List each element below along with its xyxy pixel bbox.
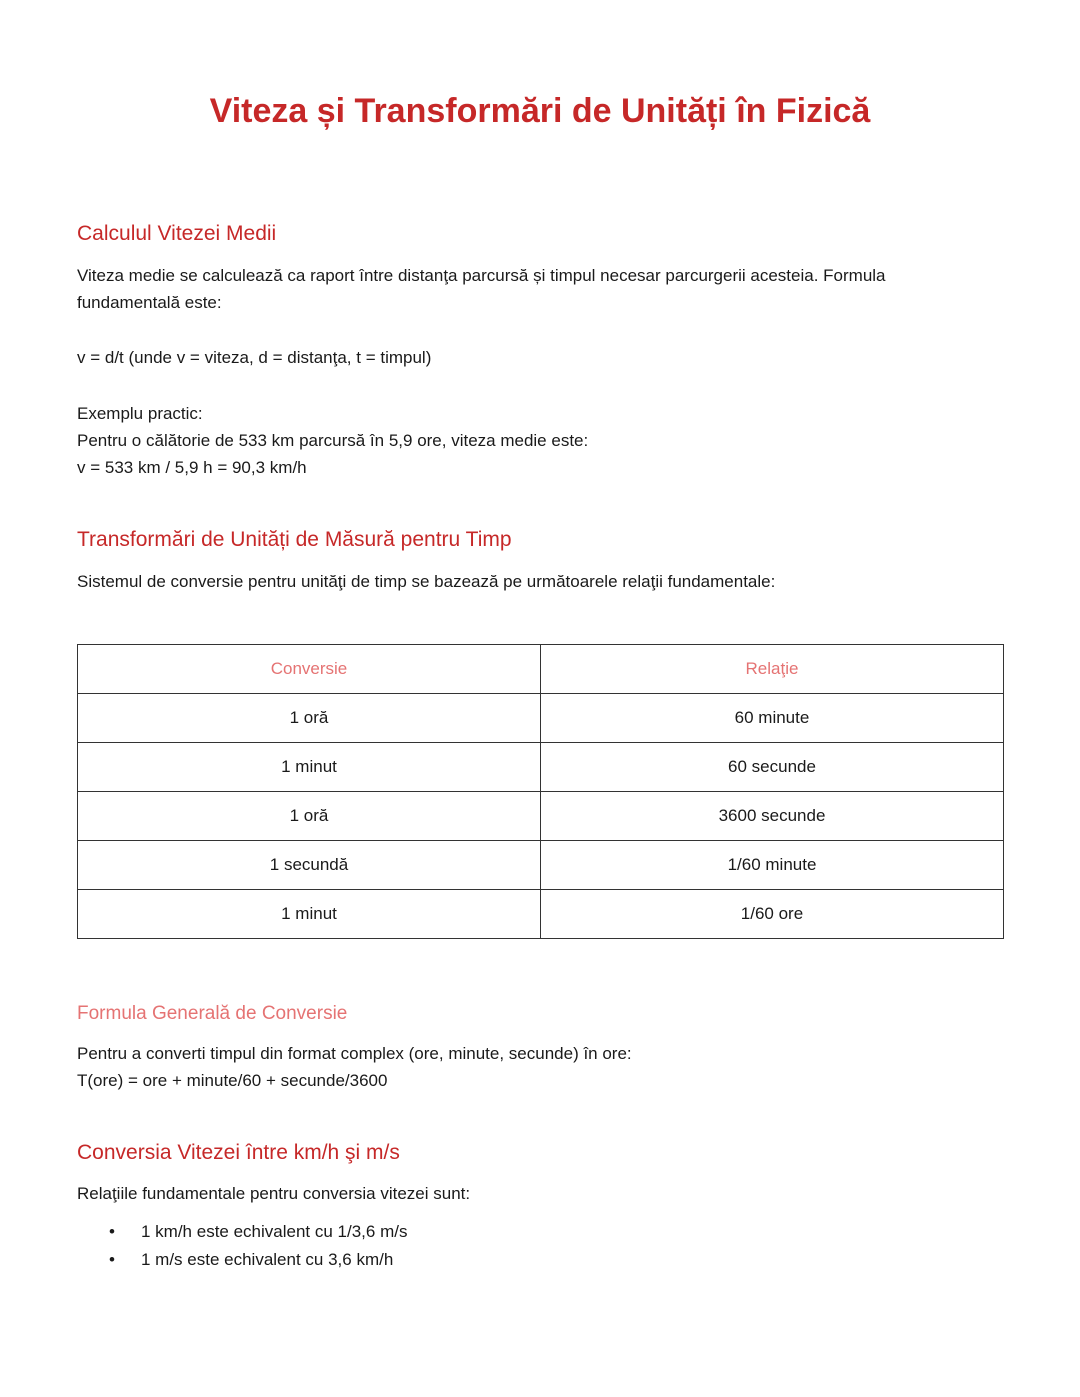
- table-header-cell: Conversie: [78, 645, 541, 694]
- section-viteza-medie-intro: [77, 262, 977, 316]
- table-cell: 1 oră: [78, 694, 541, 743]
- table-cell: 3600 secunde: [541, 792, 1004, 841]
- table-cell: 1 minut: [78, 890, 541, 939]
- table-cell: 1/60 ore: [541, 890, 1004, 939]
- bullet-list: [77, 1218, 407, 1274]
- formula-viteza: [77, 344, 977, 371]
- table-cell: 1 secundă: [78, 841, 541, 890]
- intro-text: Relaţiile fundamentale pentru conversia vitezei sunt:: [77, 1184, 471, 1203]
- bullet-icon: •: [109, 1250, 115, 1269]
- list-item: [77, 1246, 407, 1274]
- table-row: [78, 792, 1004, 841]
- table-row: [78, 743, 1004, 792]
- table-row: [78, 890, 1004, 939]
- table-cell: 1/60 minute: [541, 841, 1004, 890]
- formula-generala-line-1: Pentru a converti timpul din format complex (ore, minute, secunde) în ore:: [77, 1044, 632, 1063]
- conversion-table: [77, 644, 1004, 939]
- list-item-text: 1 km/h este echivalent cu 1/3,6 m/s: [141, 1222, 408, 1241]
- table-row: [78, 841, 1004, 890]
- list-item: [77, 1218, 407, 1246]
- table-row: [78, 694, 1004, 743]
- example-line-2: v = 533 km / 5,9 h = 90,3 km/h: [77, 458, 307, 477]
- section-heading-transformari-timp: Transformări de Unități de Măsură pentru Timp: [77, 528, 512, 551]
- section-heading-conversia-vitezei: Conversia Vitezei între km/h şi m/s: [77, 1141, 400, 1164]
- intro-text: Sistemul de conversie pentru unităţi de timp se bazează pe următoarele relaţii fundamentale:: [77, 572, 776, 591]
- page-title: Viteza și Transformări de Unități în Fizică: [209, 92, 871, 130]
- formula-text: v = d/t (unde v = viteza, d = distanţa, t = timpul): [77, 348, 432, 367]
- formula-generala-block: [77, 1040, 977, 1094]
- table-cell: 60 secunde: [541, 743, 1004, 792]
- list-item-text: 1 m/s este echivalent cu 3,6 km/h: [141, 1250, 394, 1269]
- table-header-row: [78, 645, 1004, 694]
- table-header-cell: Relaţie: [541, 645, 1004, 694]
- section-conversia-intro: [77, 1180, 977, 1207]
- table-cell: 1 minut: [78, 743, 541, 792]
- bullet-icon: •: [109, 1222, 115, 1241]
- intro-text: Viteza medie se calculează ca raport între distanţa parcursă și timpul necesar parcurgerii acesteia. Formula fundamentală este:: [77, 266, 886, 312]
- section-heading-formula-generala: Formula Generală de Conversie: [77, 1003, 348, 1024]
- example-line-1: Pentru o călătorie de 533 km parcursă în 5,9 ore, viteza medie este:: [77, 431, 589, 450]
- formula-generala-line-2: T(ore) = ore + minute/60 + secunde/3600: [77, 1071, 388, 1090]
- section-transformari-intro: [77, 568, 977, 595]
- example-label: Exemplu practic:: [77, 404, 203, 423]
- table-cell: 60 minute: [541, 694, 1004, 743]
- section-heading-viteza-medie: Calculul Vitezei Medii: [77, 222, 277, 245]
- example-block: [77, 400, 977, 481]
- table-cell: 1 oră: [78, 792, 541, 841]
